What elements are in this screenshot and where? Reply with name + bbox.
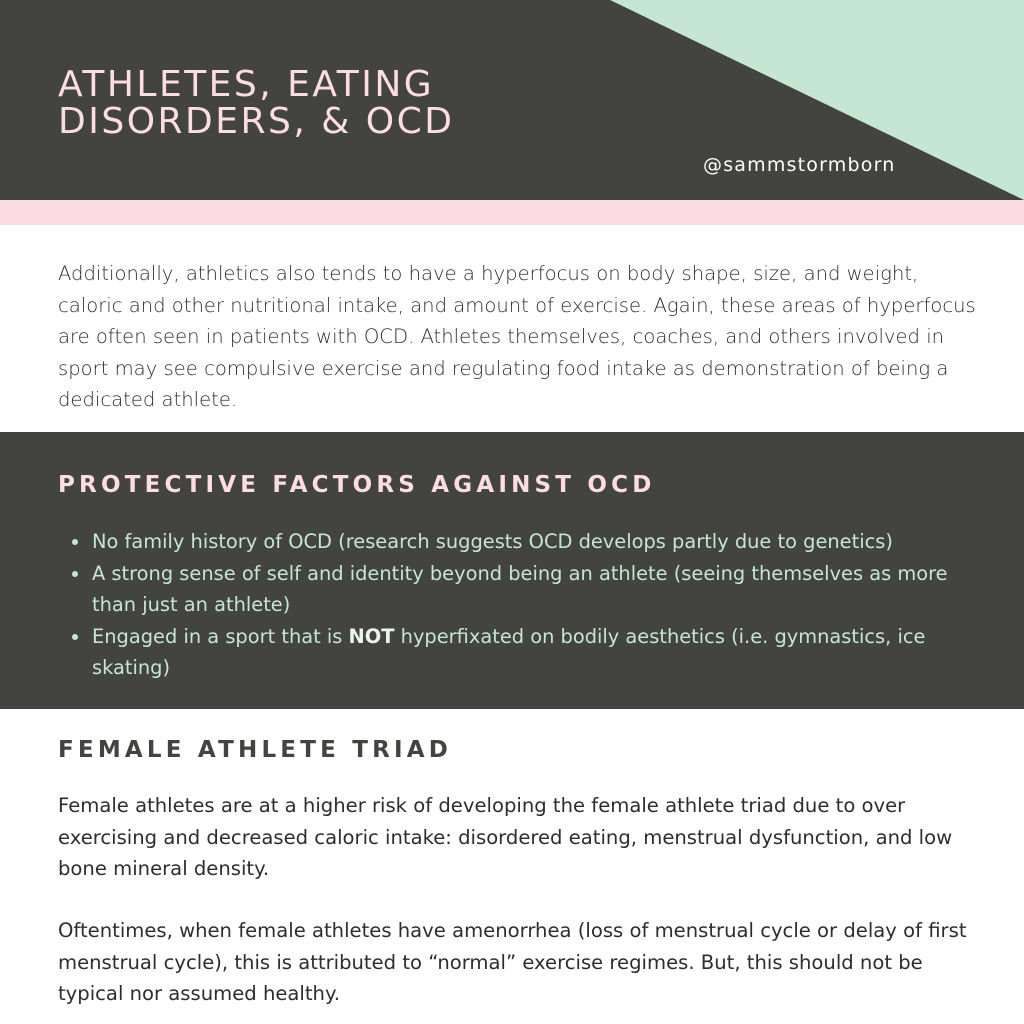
list-item xyxy=(92,621,992,684)
list-item: A strong sense of self and identity beyond being an athlete (seeing themselves as more than just an athlete) xyxy=(92,558,992,621)
female-athlete-triad-heading: FEMALE ATHLETE TRIAD xyxy=(58,737,453,763)
triad-paragraph-2: Oftentimes, when female athletes have amenorrhea (loss of menstrual cycle or delay of first menstrual cycle), this is attributed to “normal” exercise regimes. But, this should not be typical nor assumed healthy. xyxy=(58,919,967,1005)
title-line-1: ATHLETES, EATING xyxy=(58,64,435,105)
author-handle: @sammstormborn xyxy=(703,154,896,176)
list-item-text-end: hyperfixated on bodily aesthetics (i.e. gymnastics, ice skating) xyxy=(92,624,926,679)
protective-factors-section xyxy=(0,432,1024,709)
page-title xyxy=(58,66,454,140)
triad-paragraph-1: Female athletes are at a higher risk of developing the female athlete triad due to over exercising and decreased caloric intake: disordered eating, menstrual dysfunction, and low bone mineral density. xyxy=(58,794,953,880)
list-item: No family history of OCD (research suggests OCD develops partly due to genetics) xyxy=(92,526,992,558)
protective-factors-heading: PROTECTIVE FACTORS AGAINST OCD xyxy=(58,472,656,498)
emphasis-not: NOT xyxy=(348,624,395,648)
intro-paragraph: Additionally, athletics also tends to have a hyperfocus on body shape, size, and weight, caloric and other nutritional intake, and amount of exercise. Again, these areas of hyperfocus are often seen in patients with OCD. Athletes themselves, coaches, and others involved in sport may see compulsive exercise and regulating food intake as demonstration of being a dedicated athlete. xyxy=(58,262,976,411)
header-banner xyxy=(0,0,1024,200)
protective-factors-list xyxy=(58,526,992,684)
list-item-text-start: Engaged in a sport that is xyxy=(92,624,349,648)
pink-divider-band xyxy=(0,200,1024,225)
title-line-2: DISORDERS, & OCD xyxy=(58,101,455,142)
